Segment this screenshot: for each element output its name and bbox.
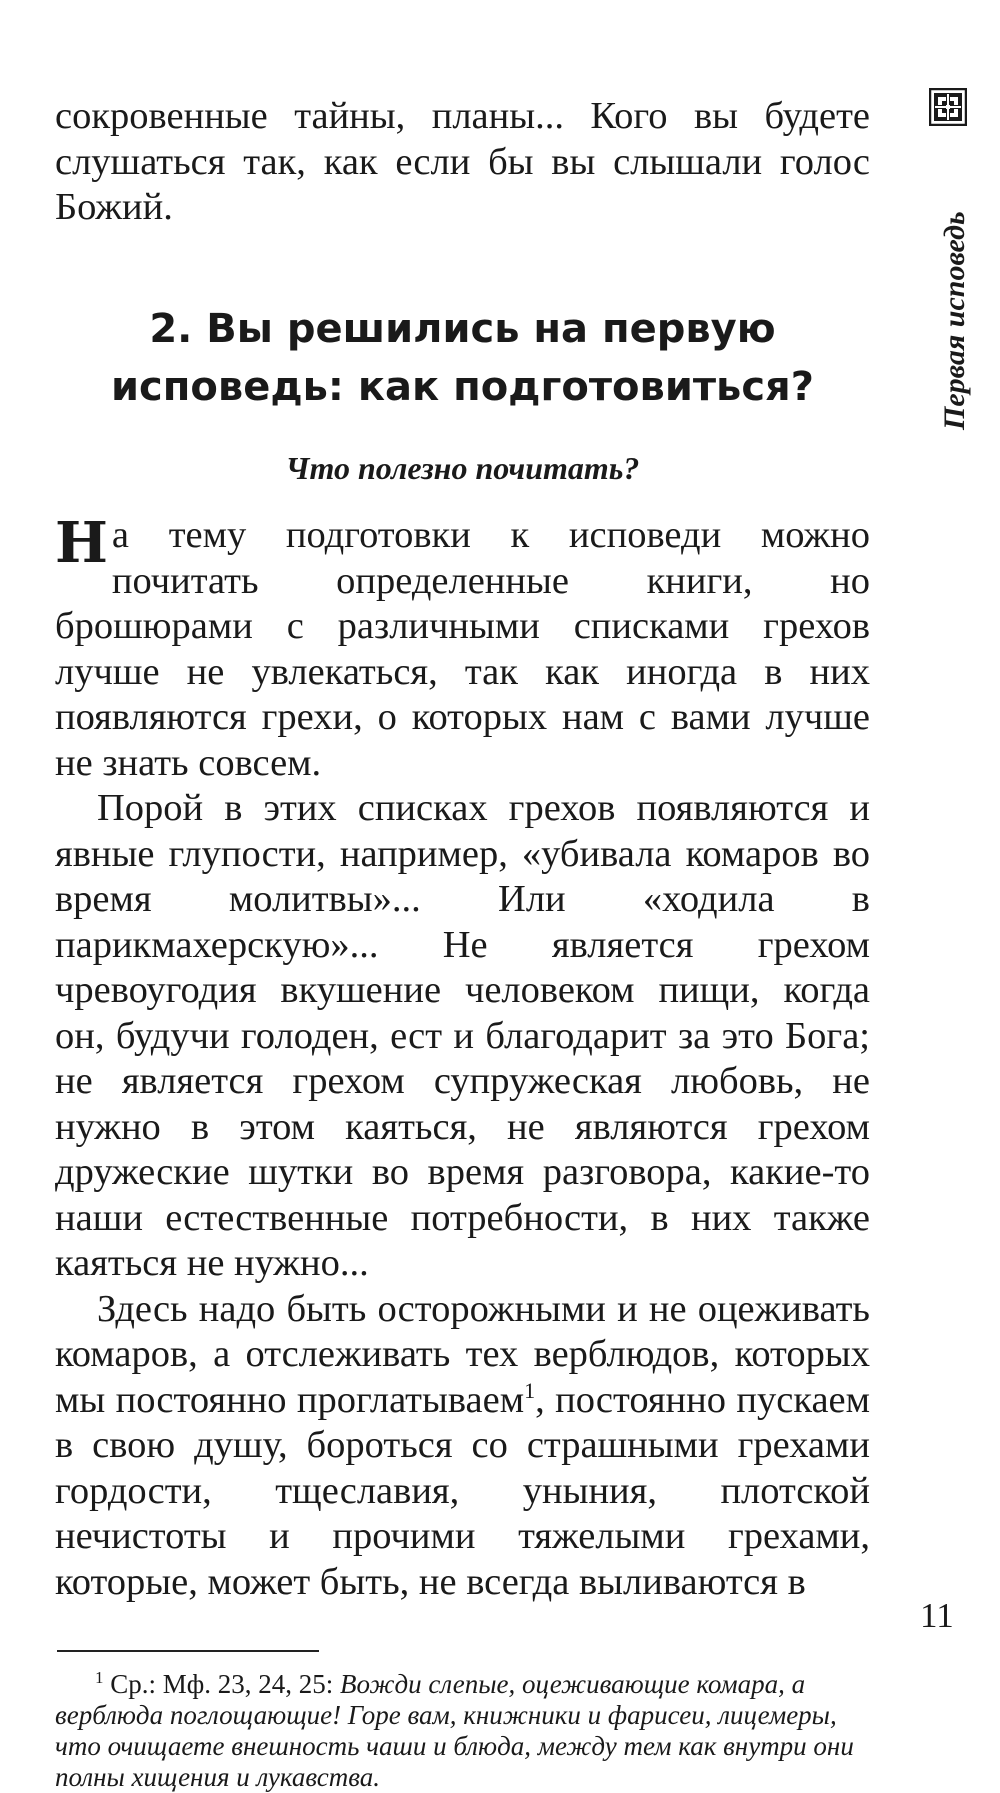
- paragraph-2: Порой в этих списках грехов появляются и явные глупости, например, «убивала комаров во время молитвы»... Или «ходила в парикмахерскую»... Не является грехом чревоугодия вкушение человеком пищи, когда он, будучи голоден, ест и благодарит за это Бога; не является грехом супружеская любовь, не нужно в этом каяться, не являются грехом дружеские шутки во время разговора, какие-то наши естественные потребности, в них также каяться не нужно...: [55, 787, 870, 1284]
- paragraph-1: [55, 510, 870, 786]
- intro-paragraph: сокровенные тайны, планы... Кого вы будете слушаться так, как если бы вы слышали голос Божий.: [55, 95, 870, 228]
- paragraph-3-text-a: Здесь надо быть осторожными и не оцеживать комаров, а отслеживать тех верблюдов, которых мы постоянно проглатываем: [55, 1287, 870, 1421]
- footnote-quote: Вожди слепые, оцеживающие комара, а верблюда поглощающие! Горе вам, книжники и фарисеи, лицемеры, что очищаете внешность чаши и блюда, между тем как внутри они полны хищения и лукавства.: [55, 1669, 854, 1792]
- section-heading: 2. Вы решились на первую исповедь: как подготовиться?: [111, 306, 814, 410]
- subheading: Что полезно почитать?: [285, 450, 640, 486]
- paragraph-3-text-b: , постоянно пускаем в свою душу, бороться со страшными грехами гордости, тщеславия, уныния, плотской нечистоты и прочими тяжелыми грехами, которые, может быть, не всегда выливаются в: [55, 1378, 870, 1603]
- drop-cap: Н: [55, 510, 108, 576]
- running-head: Первая исповедь: [938, 211, 971, 430]
- footnote-marker[interactable]: 1: [524, 1377, 536, 1403]
- footnote-reference: Ср.: Мф. 23, 24, 25:: [110, 1669, 334, 1699]
- ornament-icon: [929, 88, 967, 126]
- main-text: [55, 510, 870, 1605]
- page-number: 11: [920, 1596, 954, 1635]
- paragraph-3: [55, 1287, 870, 1606]
- paragraph-1-text: а тему подготовки к исповеди можно почитать определенные книги, но брошюрами с различными списками грехов лучше не увлекаться, так как иногда в них появляются грехи, о которых нам с вами лучше не знать совсем.: [55, 514, 870, 784]
- footnote: [55, 1662, 870, 1793]
- footnote-divider: [57, 1650, 319, 1652]
- footnote-number: 1: [95, 1668, 104, 1687]
